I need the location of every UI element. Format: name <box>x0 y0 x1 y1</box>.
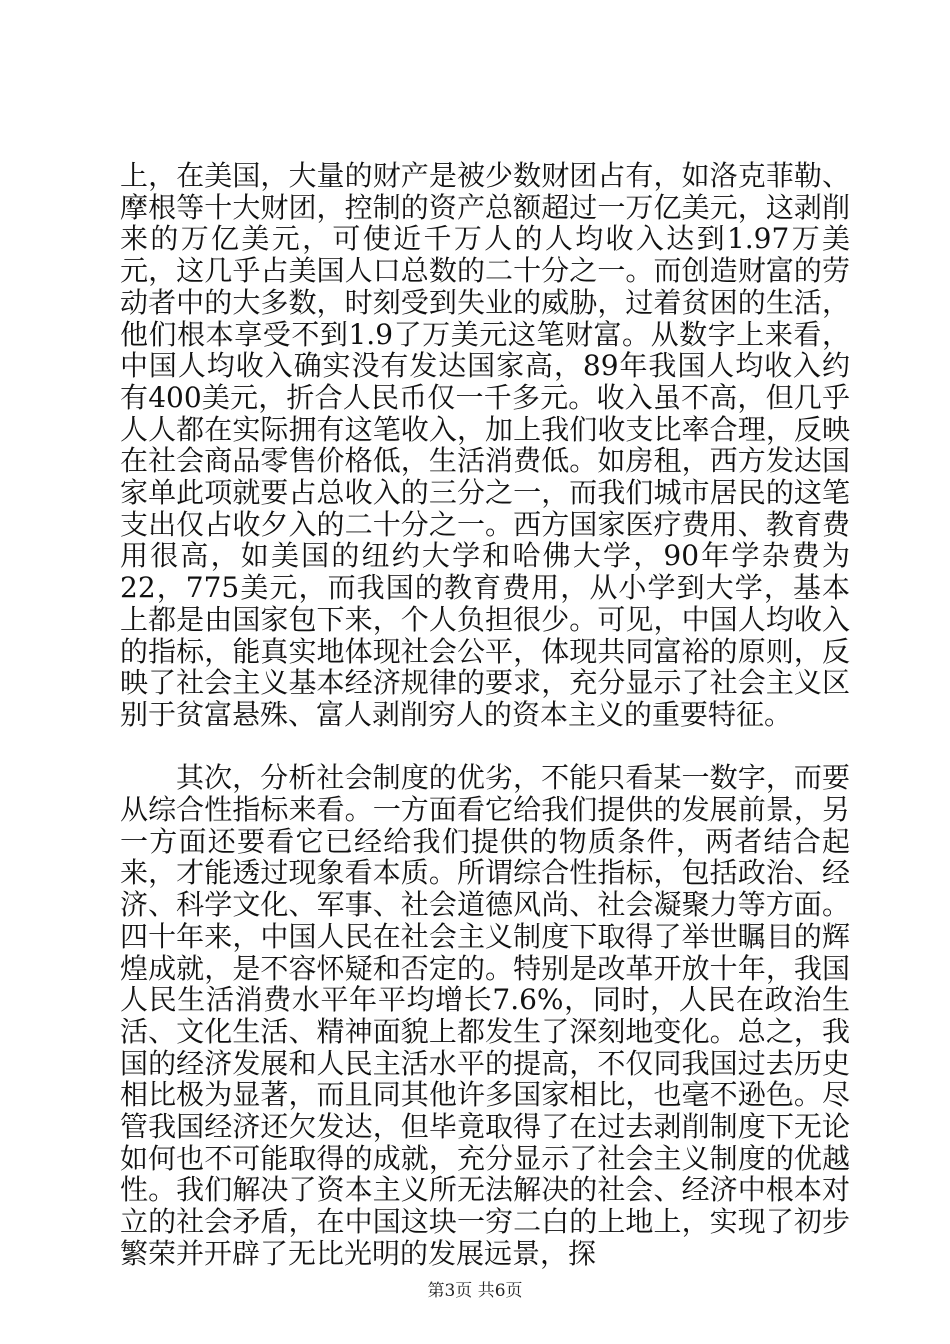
paragraph-2: 其次，分析社会制度的优劣，不能只看某一数字，而要从综合性指标来看。一方面看它给我们提供的发展前景，另一方面还要看它已经给我们提供的物质条件，两者结合起来，才能透过现象看本质。所谓综合性指标，包括政治、经济、科学文化、军事、社会道德风尚、社会凝聚力等方面。四十年来，中国人民在社会主义制度下取得了举世瞩目的辉煌成就，是不容怀疑和否定的。特别是改革开放十年，我国人民生活消费水平年平均增长7.6%，同时，人民在政治生活、文化生活、精神面貌上都发生了深刻地变化。总之，我国的经济发展和人民主活水平的提高，不仅同我国过去历史相比极为显著，而且同其他许多国家相比，也毫不逊色。尽管我国经济还欠发达，但毕竟取得了在过去剥削制度下无论如何也不可能取得的成就，充分显示了社会主义制度的优越性。我们解决了资本主义所无法解决的社会、经济中根本对立的社会矛盾，在中国这块一穷二白的上地上，实现了初步繁荣并开辟了无比光明的发展远景，探 <box>120 761 850 1270</box>
paragraph-1: 上，在美国，大量的财产是被少数财团占有，如洛克菲勒、摩根等十大财团，控制的资产总额超过一万亿美元，这剥削来的万亿美元，可使近千万人的人均收入达到1.97万美元，这几乎占美国人口总数的二十分之一。而创造财富的劳动者中的大多数，时刻受到失业的威胁，过着贫困的生活，他们根本享受不到1.9了万美元这笔财富。从数字上来看，中国人均收入确实没有发达国家高，89年我国人均收入约有400美元，折合人民币仅一千多元。收入虽不高，但几乎人人都在实际拥有这笔收入，加上我们收支比率合理，反映在社会商品零售价格低，生活消费低。如房租，西方发达国家单此项就要占总收入的三分之一，而我们城市居民的这笔支出仅占收夕入的二十分之一。西方国家医疗费用、教育费用很高，如美国的纽约大学和哈佛大学，90年学杂费为22，775美元，而我国的教育费用，从小学到大学，基本上都是由国家包下来，个人负担很少。可见，中国人均收入的指标，能真实地体现社会公平，体现共同富裕的原则，反映了社会主义基本经济规律的要求，充分显示了社会主义区别于贫富悬殊、富人剥削穷人的资本主义的重要特征。 <box>120 159 850 731</box>
document-body <box>120 160 850 1270</box>
page-number-footer: 第3页 共6页 <box>427 1281 523 1301</box>
